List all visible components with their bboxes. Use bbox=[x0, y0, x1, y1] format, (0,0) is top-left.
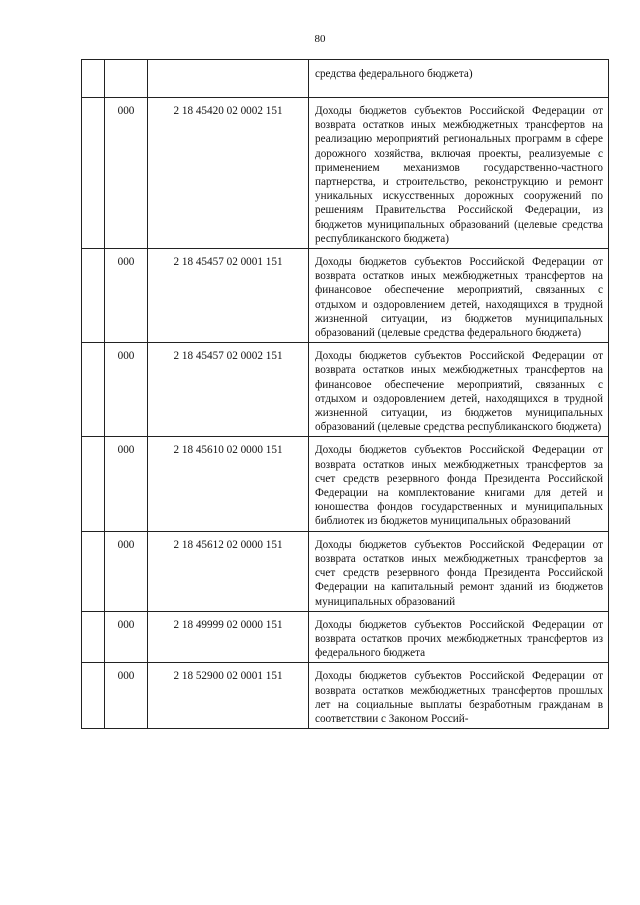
admin-code-cell: 000 bbox=[105, 531, 148, 611]
blank-cell bbox=[105, 60, 148, 98]
admin-code-cell: 000 bbox=[105, 611, 148, 663]
budget-code-cell: 2 18 45420 02 0002 151 bbox=[148, 98, 309, 249]
admin-code-cell: 000 bbox=[105, 249, 148, 343]
table-row bbox=[82, 531, 609, 611]
table-body bbox=[82, 60, 609, 729]
continuation-text: средства федерального бюджета) bbox=[309, 60, 609, 98]
budget-code-table-wrapper bbox=[81, 59, 609, 729]
table-row bbox=[82, 611, 609, 663]
page-number: 80 bbox=[314, 33, 326, 45]
continuation-row bbox=[82, 60, 609, 98]
table-row bbox=[82, 249, 609, 343]
admin-code-cell: 000 bbox=[105, 98, 148, 249]
budget-code-cell: 2 18 45610 02 0000 151 bbox=[148, 437, 309, 531]
blank-cell bbox=[82, 249, 105, 343]
blank-cell bbox=[82, 531, 105, 611]
description-cell: Доходы бюджетов субъектов Российской Федерации от возврата остатков прочих межбюджетных трансфертов из федерального бюджета bbox=[309, 611, 609, 663]
table-row bbox=[82, 343, 609, 437]
blank-cell bbox=[82, 611, 105, 663]
admin-code-cell: 000 bbox=[105, 343, 148, 437]
blank-cell bbox=[82, 437, 105, 531]
blank-cell bbox=[148, 60, 309, 98]
description-cell: Доходы бюджетов субъектов Российской Федерации от возврата остатков иных межбюджетных трансфертов на реализацию мероприятий региональных программ в сфере дорожного хозяйства, включая проекты, реализуемые с применением механизмов государственно-частного партнерства, и строительство, реконструкцию и ремонт уникальных искусственных дорожных сооружений по решениям Правительства Российской Федерации, из бюджетов муниципальных образований (целевые средства республиканского бюджета) bbox=[309, 98, 609, 249]
budget-code-cell: 2 18 45612 02 0000 151 bbox=[148, 531, 309, 611]
budget-code-table bbox=[81, 59, 609, 729]
table-row bbox=[82, 437, 609, 531]
blank-cell bbox=[82, 343, 105, 437]
blank-cell bbox=[82, 663, 105, 729]
budget-code-cell: 2 18 45457 02 0001 151 bbox=[148, 249, 309, 343]
description-cell: Доходы бюджетов субъектов Российской Федерации от возврата остатков иных межбюджетных трансфертов за счет средств резервного фонда Президента Российской Федерации на капитальный ремонт зданий из бюджетов муниципальных образований bbox=[309, 531, 609, 611]
description-cell: Доходы бюджетов субъектов Российской Федерации от возврата остатков межбюджетных трансфертов прошлых лет на социальные выплаты безработным гражданам в соответствии с Законом Россий- bbox=[309, 663, 609, 729]
budget-code-cell: 2 18 45457 02 0002 151 bbox=[148, 343, 309, 437]
blank-cell bbox=[82, 98, 105, 249]
budget-code-cell: 2 18 52900 02 0001 151 bbox=[148, 663, 309, 729]
table-row bbox=[82, 98, 609, 249]
budget-code-cell: 2 18 49999 02 0000 151 bbox=[148, 611, 309, 663]
description-cell: Доходы бюджетов субъектов Российской Федерации от возврата остатков иных межбюджетных трансфертов на финансовое обеспечение мероприятий, связанных с отдыхом и оздоровлением детей, находящихся в трудной жизненной ситуации, из бюджетов муниципальных образований (целевые средства федерального бюджета) bbox=[309, 249, 609, 343]
blank-cell bbox=[82, 60, 105, 98]
description-cell: Доходы бюджетов субъектов Российской Федерации от возврата остатков иных межбюджетных трансфертов за счет средств резервного фонда Президента Российской Федерации на комплектование книгами для детей и юношества фондов государственных и муниципальных библиотек из бюджетов муниципальных образований bbox=[309, 437, 609, 531]
admin-code-cell: 000 bbox=[105, 663, 148, 729]
admin-code-cell: 000 bbox=[105, 437, 148, 531]
table-row bbox=[82, 663, 609, 729]
description-cell: Доходы бюджетов субъектов Российской Федерации от возврата остатков иных межбюджетных трансфертов на финансовое обеспечение мероприятий, связанных с отдыхом и оздоровлением детей, находящихся в трудной жизненной ситуации, из бюджетов муниципальных образований (целевые средства республиканского бюджета) bbox=[309, 343, 609, 437]
